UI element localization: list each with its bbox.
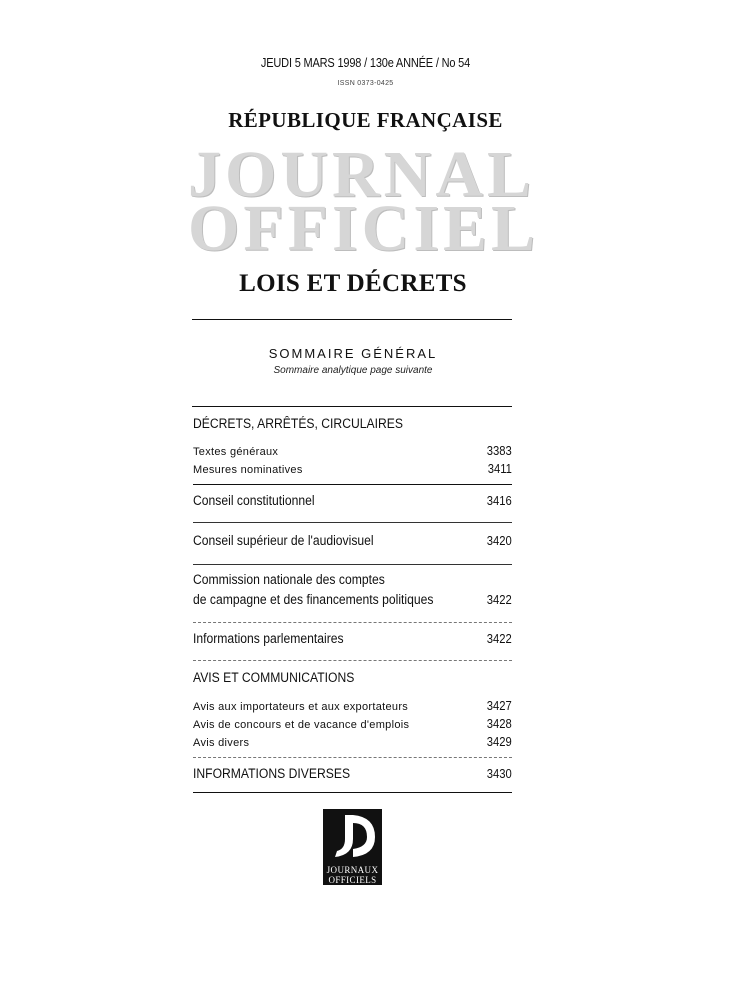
toc-entry-page: 3430 xyxy=(486,767,512,781)
divider xyxy=(193,622,512,623)
divider xyxy=(192,319,512,320)
toc-entry[interactable] xyxy=(193,444,512,458)
toc-entry[interactable] xyxy=(193,493,512,508)
toc-heading-decrets xyxy=(193,416,512,431)
logo-text-line2: OFFICIELS xyxy=(328,875,377,885)
dateline: JEUDI 5 MARS 1998 / 130e ANNÉE / No 54 xyxy=(260,56,471,70)
toc-entry-label: Conseil supérieur de l'audiovisuel xyxy=(193,533,374,548)
section-heading: AVIS ET COMMUNICATIONS xyxy=(193,670,355,685)
section-heading: DÉCRETS, ARRÊTÉS, CIRCULAIRES xyxy=(193,416,403,431)
toc-entry-page: 3422 xyxy=(486,593,512,607)
toc-entry[interactable] xyxy=(193,631,512,646)
toc-entry-page: 3383 xyxy=(486,444,512,458)
divider xyxy=(193,522,512,523)
divider xyxy=(193,660,512,661)
toc-entry-page: 3420 xyxy=(486,534,512,548)
toc-entry[interactable] xyxy=(193,462,512,476)
republic-title: RÉPUBLIQUE FRANÇAISE xyxy=(228,108,503,132)
edition-title: LOIS ET DÉCRETS xyxy=(239,270,467,297)
toc-entry-page: 3429 xyxy=(486,735,512,749)
toc-entry-label: de campagne et des financements politiques xyxy=(193,592,434,607)
toc-entry-page: 3411 xyxy=(487,462,512,476)
toc-entry-label: Commission nationale des comptes xyxy=(193,572,385,587)
toc-entry[interactable] xyxy=(193,699,512,713)
masthead-officiel: OFFICIEL xyxy=(188,192,540,265)
toc-entry-label: Avis divers xyxy=(193,737,250,749)
divider xyxy=(193,564,512,565)
toc-entry-page: 3428 xyxy=(486,717,512,731)
logo-text-line1: JOURNAUX xyxy=(326,865,379,875)
toc-entry-label: Textes généraux xyxy=(193,446,279,458)
toc-heading-avis xyxy=(193,670,512,685)
issn: ISSN 0373-0425 xyxy=(337,80,394,87)
journaux-officiels-logo xyxy=(323,809,382,885)
toc-entry-page: 3427 xyxy=(486,699,512,713)
summary-subtitle: Sommaire analytique page suivante xyxy=(273,365,433,376)
toc-entry-label: INFORMATIONS DIVERSES xyxy=(193,766,351,781)
toc-entry-label: Avis aux importateurs et aux exportateurs xyxy=(193,701,409,713)
toc-entry[interactable] xyxy=(193,735,512,749)
toc-entry-multiline[interactable] xyxy=(193,572,512,587)
summary-title: SOMMAIRE GÉNÉRAL xyxy=(268,346,438,361)
toc-entry[interactable] xyxy=(193,533,512,548)
toc-entry-page: 3416 xyxy=(486,494,512,508)
toc-entry-label: Informations parlementaires xyxy=(193,631,344,646)
toc-entry[interactable] xyxy=(193,717,512,731)
divider xyxy=(192,406,512,407)
toc-entry-multiline[interactable] xyxy=(193,592,512,607)
jo-monogram-icon xyxy=(323,809,382,863)
divider xyxy=(193,792,512,793)
toc-entry[interactable] xyxy=(193,766,512,781)
toc-entry-page: 3422 xyxy=(486,632,512,646)
divider xyxy=(193,484,512,485)
masthead-journal: JOURNAL xyxy=(188,138,536,211)
toc-entry-label: Avis de concours et de vacance d'emplois xyxy=(193,719,410,731)
toc-entry-label: Mesures nominatives xyxy=(193,464,303,476)
divider xyxy=(193,757,512,758)
toc-entry-label: Conseil constitutionnel xyxy=(193,493,315,508)
